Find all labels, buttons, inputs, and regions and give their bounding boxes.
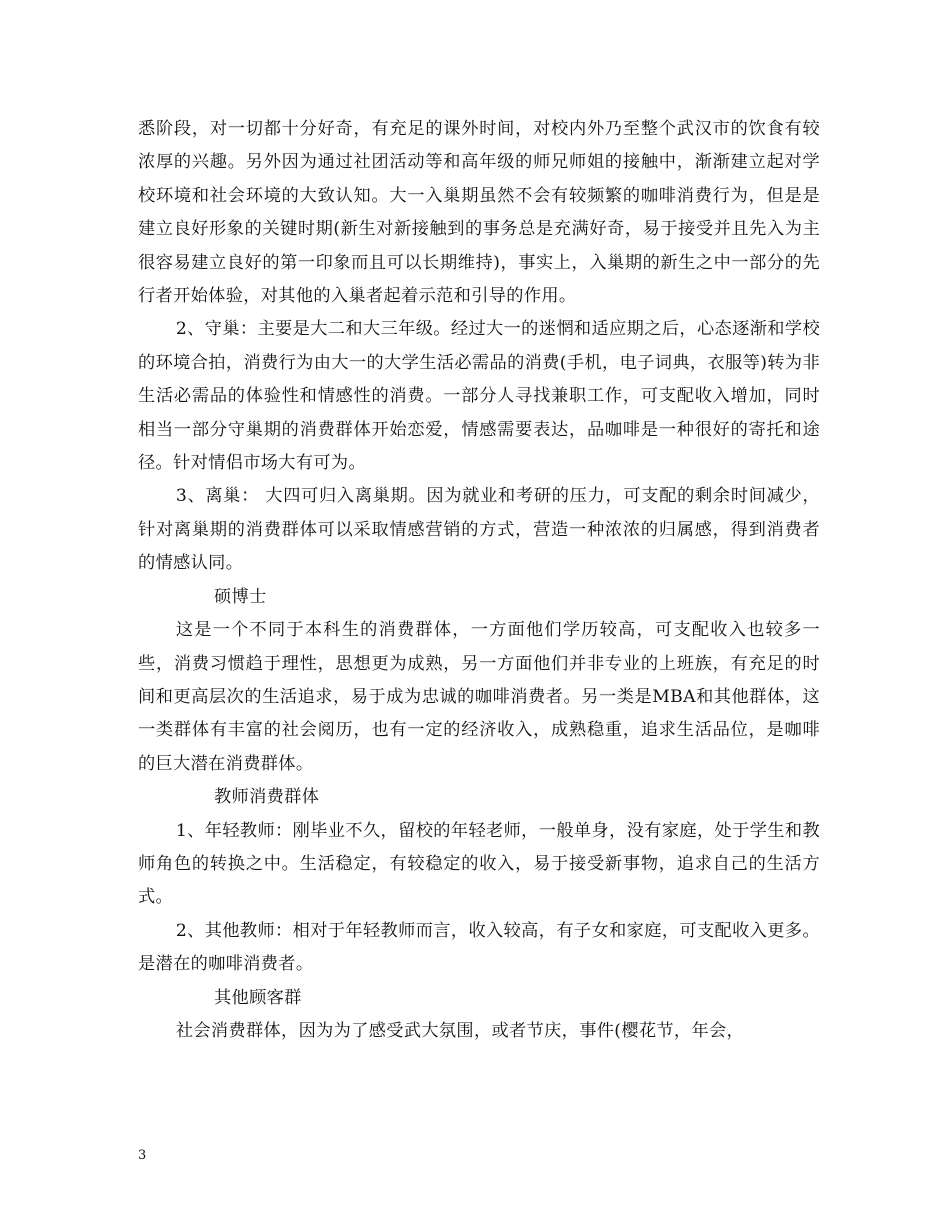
page-number: 3 bbox=[138, 1148, 147, 1163]
paragraph-nest-keeping: 2、守巢：主要是大二和大三年级。经过大一的迷惘和适应期之后，心态逐渐和学校的环境合拍，消费行为由大一的大学生活必需品的消费(手机，电子词典，衣服等)转为非生活必需品的体验性和情感性的消费。一部分人寻找兼职工作，可支配收入增加，同时相当一部分守巢期的消费群体开始恋爱，情感需要表达，品咖啡是一种很好的寄托和途径。针对情侣市场大有可为。 bbox=[138, 319, 820, 474]
paragraph-postgraduates: 这是一个不同于本科生的消费群体，一方面他们学历较高，可支配收入也较多一些，消费习惯趋于理性，思想更为成熟，另一方面他们并非专业的上班族，有充足的时间和更高层次的生活追求，易于成为忠诚的咖啡消费者。另一类是MBA和其他群体，这一类群体有丰富的社会阅历，也有一定的经济收入，成熟稳重，追求生活品位，是咖啡的巨大潜在消费群体。 bbox=[138, 620, 820, 774]
paragraph-social-consumers: 社会消费群体，因为为了感受武大氛围，或者节庆，事件(樱花节，年会， bbox=[175, 1020, 745, 1041]
paragraph-nest-leaving: 3、离巢： 大四可归入离巢期。因为就业和考研的压力，可支配的剩余时间减少，针对离巢期的消费群体可以采取情感营销的方式，营造一种浓浓的归属感，得到消费者的情感认同。 bbox=[138, 486, 820, 574]
paragraph-young-teachers: 1、年轻教师：刚毕业不久，留校的年轻老师，一般单身，没有家庭，处于学生和教师角色的转换之中。生活稳定，有较稳定的收入，易于接受新事物，追求自己的生活方式。 bbox=[138, 820, 820, 908]
section-heading-teachers: 教师消费群体 bbox=[214, 787, 320, 808]
paragraph-nesting-continuation: 悉阶段，对一切都十分好奇，有充足的课外时间，对校内外乃至整个武汉市的饮食有较浓厚的兴趣。另外因为通过社团活动等和高年级的师兄师姐的接触中，渐渐建立起对学校环境和社会环境的大致认知。大一入巢期虽然不会有较频繁的咖啡消费行为，但是是建立良好形象的关键时期(新生对新接触到的事务总是充满好奇，易于接受并且先入为主很容易建立良好的第一印象而且可以长期维持)，事实上，入巢期的新生之中一部分的先行者开始体验，对其他的入巢者起着示范和引导的作用。 bbox=[138, 119, 820, 307]
paragraph-other-teachers: 2、其他教师：相对于年轻教师而言，收入较高，有子女和家庭，可支配收入更多。是潜在的咖啡消费者。 bbox=[138, 920, 820, 975]
body-text bbox=[138, 113, 820, 1048]
section-heading-postgraduates: 硕博士 bbox=[214, 586, 267, 607]
section-heading-other-customers: 其他顾客群 bbox=[214, 987, 302, 1008]
